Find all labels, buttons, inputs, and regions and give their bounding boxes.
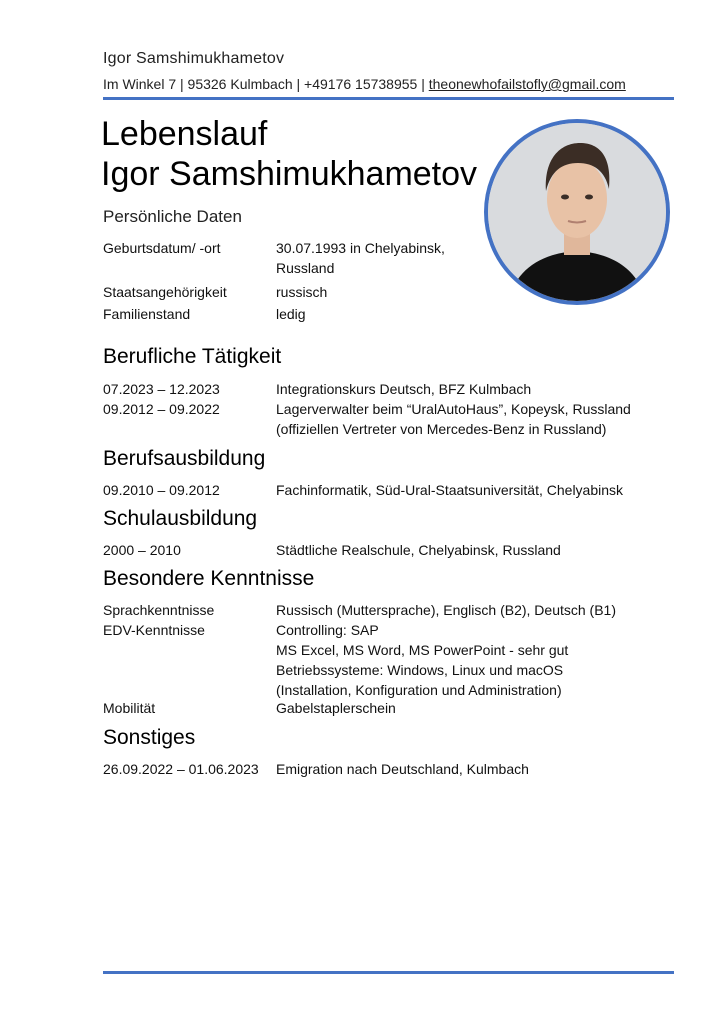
skills-value: Betriebssysteme: Windows, Linux und macOS [276,662,564,678]
work-value: Lagerverwalter beim “UralAutoHaus”, Kopeysk, Russland [276,401,631,417]
skills-value: (Installation, Konfiguration und Administration) [276,682,562,698]
misc-value: Emigration nach Deutschland, Kulmbach [276,761,529,777]
skills-value: Russisch (Muttersprache), Englisch (B2), Deutsch (B1) [276,602,616,618]
header-address: Im Winkel 7 | 95326 Kulmbach | +49176 15738955 | [103,76,429,92]
misc-heading: Sonstiges [103,726,196,749]
school-value: Städtliche Realschule, Chelyabinsk, Russland [276,542,561,558]
misc-row [103,759,676,779]
personal-label: Geburtsdatum/ -ort [103,240,221,256]
skills-row [103,600,676,620]
school-heading: Schulausbildung [103,507,258,530]
work-value: Integrationskurs Deutsch, BFZ Kulmbach [276,381,532,397]
work-row [103,399,676,439]
email-link[interactable]: theonewhofailstofly@gmail.com [428,76,626,92]
work-value: (offiziellen Vertreter von Mercedes-Benz in Russland) [276,421,607,437]
skills-row [103,698,676,718]
personal-row [103,304,676,324]
personal-label: Familienstand [103,306,191,322]
work-row [103,379,676,399]
title-line-2: Igor Samshimukhametov [101,155,478,193]
work-heading: Berufliche Tätigkeit [103,345,282,368]
header-contact [103,76,626,92]
personal-value: ledig [276,306,306,322]
personal-label: Staatsangehörigkeit [103,284,227,300]
personal-row [103,282,676,302]
skills-value: Gabelstaplerschein [276,700,396,716]
training-value: Fachinformatik, Süd-Ural-Staatsuniversität, Chelyabinsk [276,482,624,498]
training-row [103,480,676,500]
personal-value: Russland [276,260,335,276]
skills-label: Mobilität [103,700,156,716]
skills-label: EDV-Kenntnisse [103,622,205,638]
personal-row [103,238,676,278]
school-date: 2000 – 2010 [103,542,181,558]
skills-row [103,620,676,700]
training-date: 09.2010 – 09.2012 [103,482,220,498]
document-title [101,114,477,194]
personal-value: russisch [276,284,328,300]
skills-value: Controlling: SAP [276,622,379,638]
school-row [103,540,676,560]
personal-value: 30.07.1993 in Chelyabinsk, [276,240,445,256]
skills-value: MS Excel, MS Word, MS PowerPoint - sehr gut [276,642,569,658]
skills-heading: Besondere Kenntnisse [103,567,315,590]
personal-heading: Persönliche Daten [103,207,242,226]
footer-divider [103,971,674,974]
title-line-1: Lebenslauf [101,115,268,153]
work-date: 09.2012 – 09.2022 [103,401,220,417]
header-name: Igor Samshimukhametov [103,50,285,67]
misc-date: 26.09.2022 – 01.06.2023 [103,761,259,777]
skills-label: Sprachkenntnisse [103,602,215,618]
training-heading: Berufsausbildung [103,447,266,470]
work-date: 07.2023 – 12.2023 [103,381,220,397]
header-divider [103,97,674,100]
